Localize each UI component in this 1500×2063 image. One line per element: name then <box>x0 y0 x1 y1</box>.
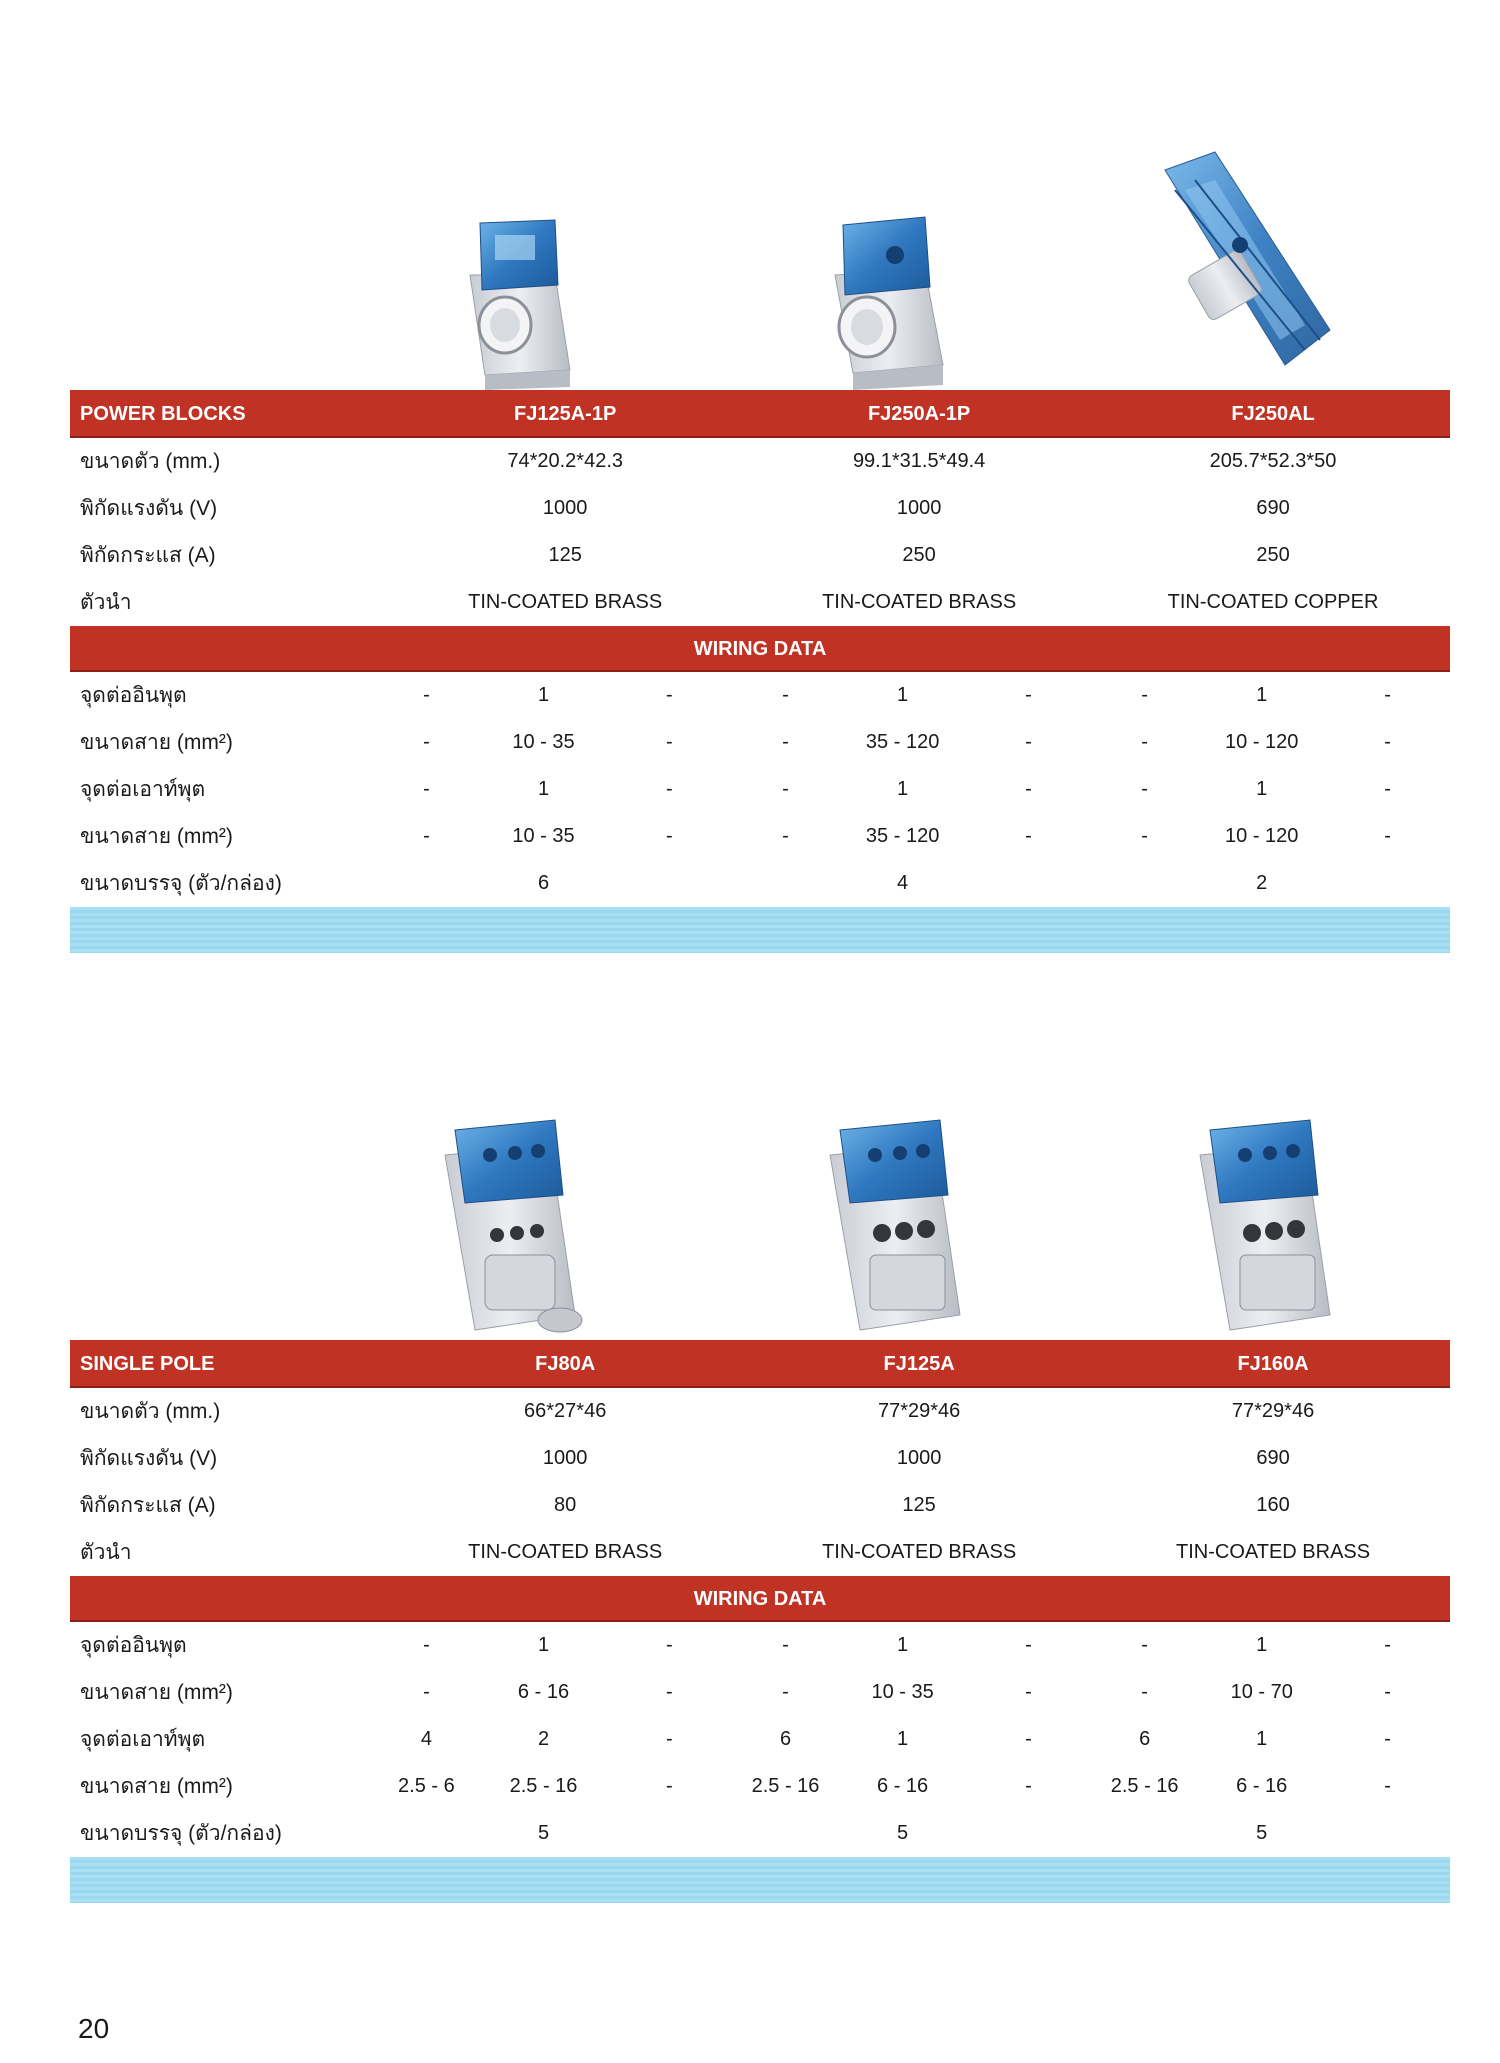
wiring-label: จุดต่ออินพุต <box>80 1634 187 1657</box>
wiring-value: 1 <box>897 684 909 706</box>
wiring-value: - <box>1384 1775 1391 1797</box>
wiring-value: - <box>1025 1728 1032 1750</box>
wiring-value: 35 - 120 <box>865 825 940 847</box>
spec-value: 66*27*46 <box>524 1400 607 1422</box>
wiring-value: 6 <box>779 1728 792 1750</box>
wiring-label: ขนาดสาย (mm²) <box>80 1775 233 1798</box>
spec-label: ตัวนำ <box>80 1541 132 1564</box>
wiring-value: - <box>1025 825 1032 847</box>
wiring-value: - <box>782 1634 789 1656</box>
blue-strip <box>70 1857 1450 1903</box>
wiring-value: 1 <box>897 1728 909 1750</box>
wiring-label: จุดต่อเอาท์พุต <box>80 1728 206 1751</box>
wiring-value: 4 <box>420 1728 432 1750</box>
wiring-value: - <box>666 1728 673 1750</box>
product-image-fj125a <box>815 1110 985 1340</box>
wiring-value: - <box>1141 1634 1148 1656</box>
single-pole-header <box>70 1340 1450 1388</box>
spec-value: 690 <box>1256 497 1290 519</box>
spec-value: 74*20.2*42.3 <box>507 450 623 472</box>
spec-value: TIN-COATED COPPER <box>1167 591 1379 613</box>
spec-value: TIN-COATED BRASS <box>822 591 1017 613</box>
wiring-row <box>70 1716 1450 1763</box>
wiring-data-header: WIRING DATA <box>70 626 1450 672</box>
product-images <box>70 100 1450 390</box>
wiring-label: จุดต่ออินพุต <box>80 684 187 707</box>
product-image-fj125a-1p <box>450 210 590 390</box>
wiring-value: 2.5 - 16 <box>751 1775 820 1797</box>
wiring-value: 10 - 35 <box>512 825 575 847</box>
wiring-value: 1 <box>537 684 550 706</box>
power-blocks-section <box>70 100 1450 953</box>
wiring-value: 6 - 16 <box>877 1775 929 1797</box>
wiring-value: 35 - 120 <box>865 731 940 753</box>
single-pole-section <box>70 1045 1450 1903</box>
spec-value: 1000 <box>542 497 588 519</box>
wiring-row <box>70 813 1450 860</box>
wiring-label: ขนาดสาย (mm²) <box>80 825 233 848</box>
product-image-fj250al <box>1155 150 1345 390</box>
spec-value: 205.7*52.3*50 <box>1209 450 1337 472</box>
wiring-value: - <box>1384 1681 1391 1703</box>
spec-value: 1000 <box>896 1447 942 1469</box>
wiring-value: - <box>666 825 673 847</box>
spec-label: พิกัดกระแส (A) <box>80 544 216 567</box>
spec-value: 1000 <box>896 497 942 519</box>
wiring-value: - <box>1025 778 1032 800</box>
section-title: POWER BLOCKS <box>80 402 246 425</box>
wiring-value: - <box>782 684 789 706</box>
wiring-value: - <box>1025 1681 1032 1703</box>
wiring-value: - <box>1025 731 1032 753</box>
wiring-label: ขนาดบรรจุ (ตัว/กล่อง) <box>80 1822 282 1845</box>
spec-value: 690 <box>1256 1447 1290 1469</box>
wiring-value: - <box>1384 825 1391 847</box>
wiring-value: 10 - 70 <box>1230 1681 1293 1703</box>
wiring-value: - <box>1141 684 1148 706</box>
spec-value: 250 <box>902 544 936 566</box>
spec-value: 99.1*31.5*49.4 <box>852 450 986 472</box>
wiring-value: 6 <box>1139 1728 1151 1750</box>
spec-row <box>70 438 1450 485</box>
wiring-row <box>70 672 1450 719</box>
spec-label: ขนาดตัว (mm.) <box>80 1400 221 1423</box>
spec-row <box>70 579 1450 626</box>
spec-value: 160 <box>1256 1494 1290 1516</box>
wiring-row <box>70 766 1450 813</box>
spec-value: 77*29*46 <box>877 1400 961 1422</box>
wiring-value: - <box>1384 1728 1391 1750</box>
wiring-value: - <box>423 731 430 753</box>
wiring-value: 2 <box>537 1728 550 1750</box>
specs-table <box>70 1388 1450 1576</box>
model-fj125a-1p: FJ125A-1P <box>514 402 617 425</box>
wiring-value: - <box>666 731 673 753</box>
wiring-value: - <box>423 684 430 706</box>
wiring-value: 10 - 120 <box>1225 825 1299 847</box>
wiring-value: 2.5 - 16 <box>1110 1775 1179 1797</box>
wiring-value: 6 <box>537 872 550 894</box>
model-fj250a-1p: FJ250A-1P <box>867 402 971 425</box>
wiring-value: 5 <box>1256 1822 1268 1844</box>
wiring-value: - <box>1384 1634 1391 1656</box>
wiring-value: 1 <box>537 778 550 800</box>
wiring-value: - <box>666 1634 673 1656</box>
spec-row <box>70 1529 1450 1576</box>
wiring-label: ขนาดบรรจุ (ตัว/กล่อง) <box>80 872 282 895</box>
wiring-value: 6 - 16 <box>1236 1775 1288 1797</box>
wiring-value: - <box>1384 778 1391 800</box>
wiring-row <box>70 1622 1450 1669</box>
wiring-value: 4 <box>897 872 909 894</box>
wiring-value: 2 <box>1256 872 1268 894</box>
wiring-value: 1 <box>1256 1634 1268 1656</box>
spec-row <box>70 485 1450 532</box>
wiring-value: - <box>782 1681 789 1703</box>
spec-label: ขนาดตัว (mm.) <box>80 450 221 473</box>
wiring-value: 1 <box>897 1634 909 1656</box>
wiring-value: 2.5 - 6 <box>398 1775 455 1797</box>
wiring-value: 1 <box>1256 1728 1268 1750</box>
wiring-value: 10 - 120 <box>1225 731 1299 753</box>
wiring-value: 10 - 35 <box>871 1681 934 1703</box>
wiring-value: - <box>782 778 789 800</box>
spec-row <box>70 1482 1450 1529</box>
wiring-value: 1 <box>1256 778 1268 800</box>
wiring-value: 5 <box>897 1822 909 1844</box>
spec-value: TIN-COATED BRASS <box>1176 1541 1371 1563</box>
spec-value: TIN-COATED BRASS <box>822 1541 1017 1563</box>
wiring-value: - <box>1141 1681 1148 1703</box>
wiring-label: จุดต่อเอาท์พุต <box>80 778 206 801</box>
wiring-value: - <box>423 825 430 847</box>
wiring-value: - <box>1025 1634 1032 1656</box>
wiring-row <box>70 1810 1450 1857</box>
wiring-value: - <box>1141 825 1148 847</box>
spec-value: 250 <box>1256 544 1290 566</box>
spec-value: 77*29*46 <box>1231 1400 1315 1422</box>
wiring-value: - <box>423 778 430 800</box>
product-image-fj160a <box>1185 1110 1355 1340</box>
wiring-value: - <box>1141 778 1148 800</box>
wiring-row <box>70 1669 1450 1716</box>
wiring-value: 6 - 16 <box>517 1681 570 1703</box>
wiring-value: 1 <box>1256 684 1268 706</box>
spec-value: 125 <box>902 1494 936 1516</box>
wiring-table <box>70 1622 1450 1857</box>
spec-value: 1000 <box>542 1447 588 1469</box>
power-blocks-header <box>70 390 1450 438</box>
wiring-label: ขนาดสาย (mm²) <box>80 1681 233 1704</box>
spec-label: พิกัดแรงดัน (V) <box>80 497 218 520</box>
wiring-value: 1 <box>537 1634 550 1656</box>
spec-label: พิกัดกระแส (A) <box>80 1494 216 1517</box>
wiring-table <box>70 672 1450 907</box>
wiring-value: - <box>1384 731 1391 753</box>
wiring-value: 1 <box>897 778 909 800</box>
model-fj160a: FJ160A <box>1237 1352 1309 1375</box>
model-fj250al: FJ250AL <box>1231 402 1315 425</box>
spec-row <box>70 1388 1450 1435</box>
wiring-value: - <box>1025 1775 1032 1797</box>
spec-row <box>70 532 1450 579</box>
wiring-value: - <box>666 778 673 800</box>
wiring-value: - <box>782 825 789 847</box>
wiring-value: - <box>1384 684 1391 706</box>
wiring-row <box>70 719 1450 766</box>
wiring-value: 10 - 35 <box>512 731 575 753</box>
wiring-value: 5 <box>537 1822 550 1844</box>
wiring-label: ขนาดสาย (mm²) <box>80 731 233 754</box>
specs-table <box>70 438 1450 626</box>
product-images <box>70 1045 1450 1340</box>
wiring-value: - <box>666 1775 673 1797</box>
model-fj125a: FJ125A <box>883 1352 955 1375</box>
wiring-value: 2.5 - 16 <box>509 1775 578 1797</box>
blue-strip <box>70 907 1450 953</box>
wiring-value: - <box>423 1681 430 1703</box>
model-fj80a: FJ80A <box>535 1352 596 1375</box>
spec-value: TIN-COATED BRASS <box>468 591 663 613</box>
product-image-fj80a <box>430 1110 600 1340</box>
page-number: 20 <box>78 2013 110 2044</box>
wiring-value: - <box>782 731 789 753</box>
wiring-value: - <box>1141 731 1148 753</box>
spec-row <box>70 1435 1450 1482</box>
wiring-value: - <box>666 1681 673 1703</box>
spec-label: ตัวนำ <box>80 591 132 614</box>
spec-value: 125 <box>548 544 582 566</box>
wiring-value: - <box>666 684 673 706</box>
wiring-value: - <box>423 1634 430 1656</box>
section-title: SINGLE POLE <box>80 1352 215 1375</box>
wiring-row <box>70 860 1450 907</box>
wiring-data-header: WIRING DATA <box>70 1576 1450 1622</box>
wiring-value: - <box>1025 684 1032 706</box>
spec-label: พิกัดแรงดัน (V) <box>80 1447 218 1470</box>
spec-value: TIN-COATED BRASS <box>468 1541 663 1563</box>
product-image-fj250a-1p <box>815 210 965 390</box>
wiring-row <box>70 1763 1450 1810</box>
spec-value: 80 <box>554 1494 577 1516</box>
